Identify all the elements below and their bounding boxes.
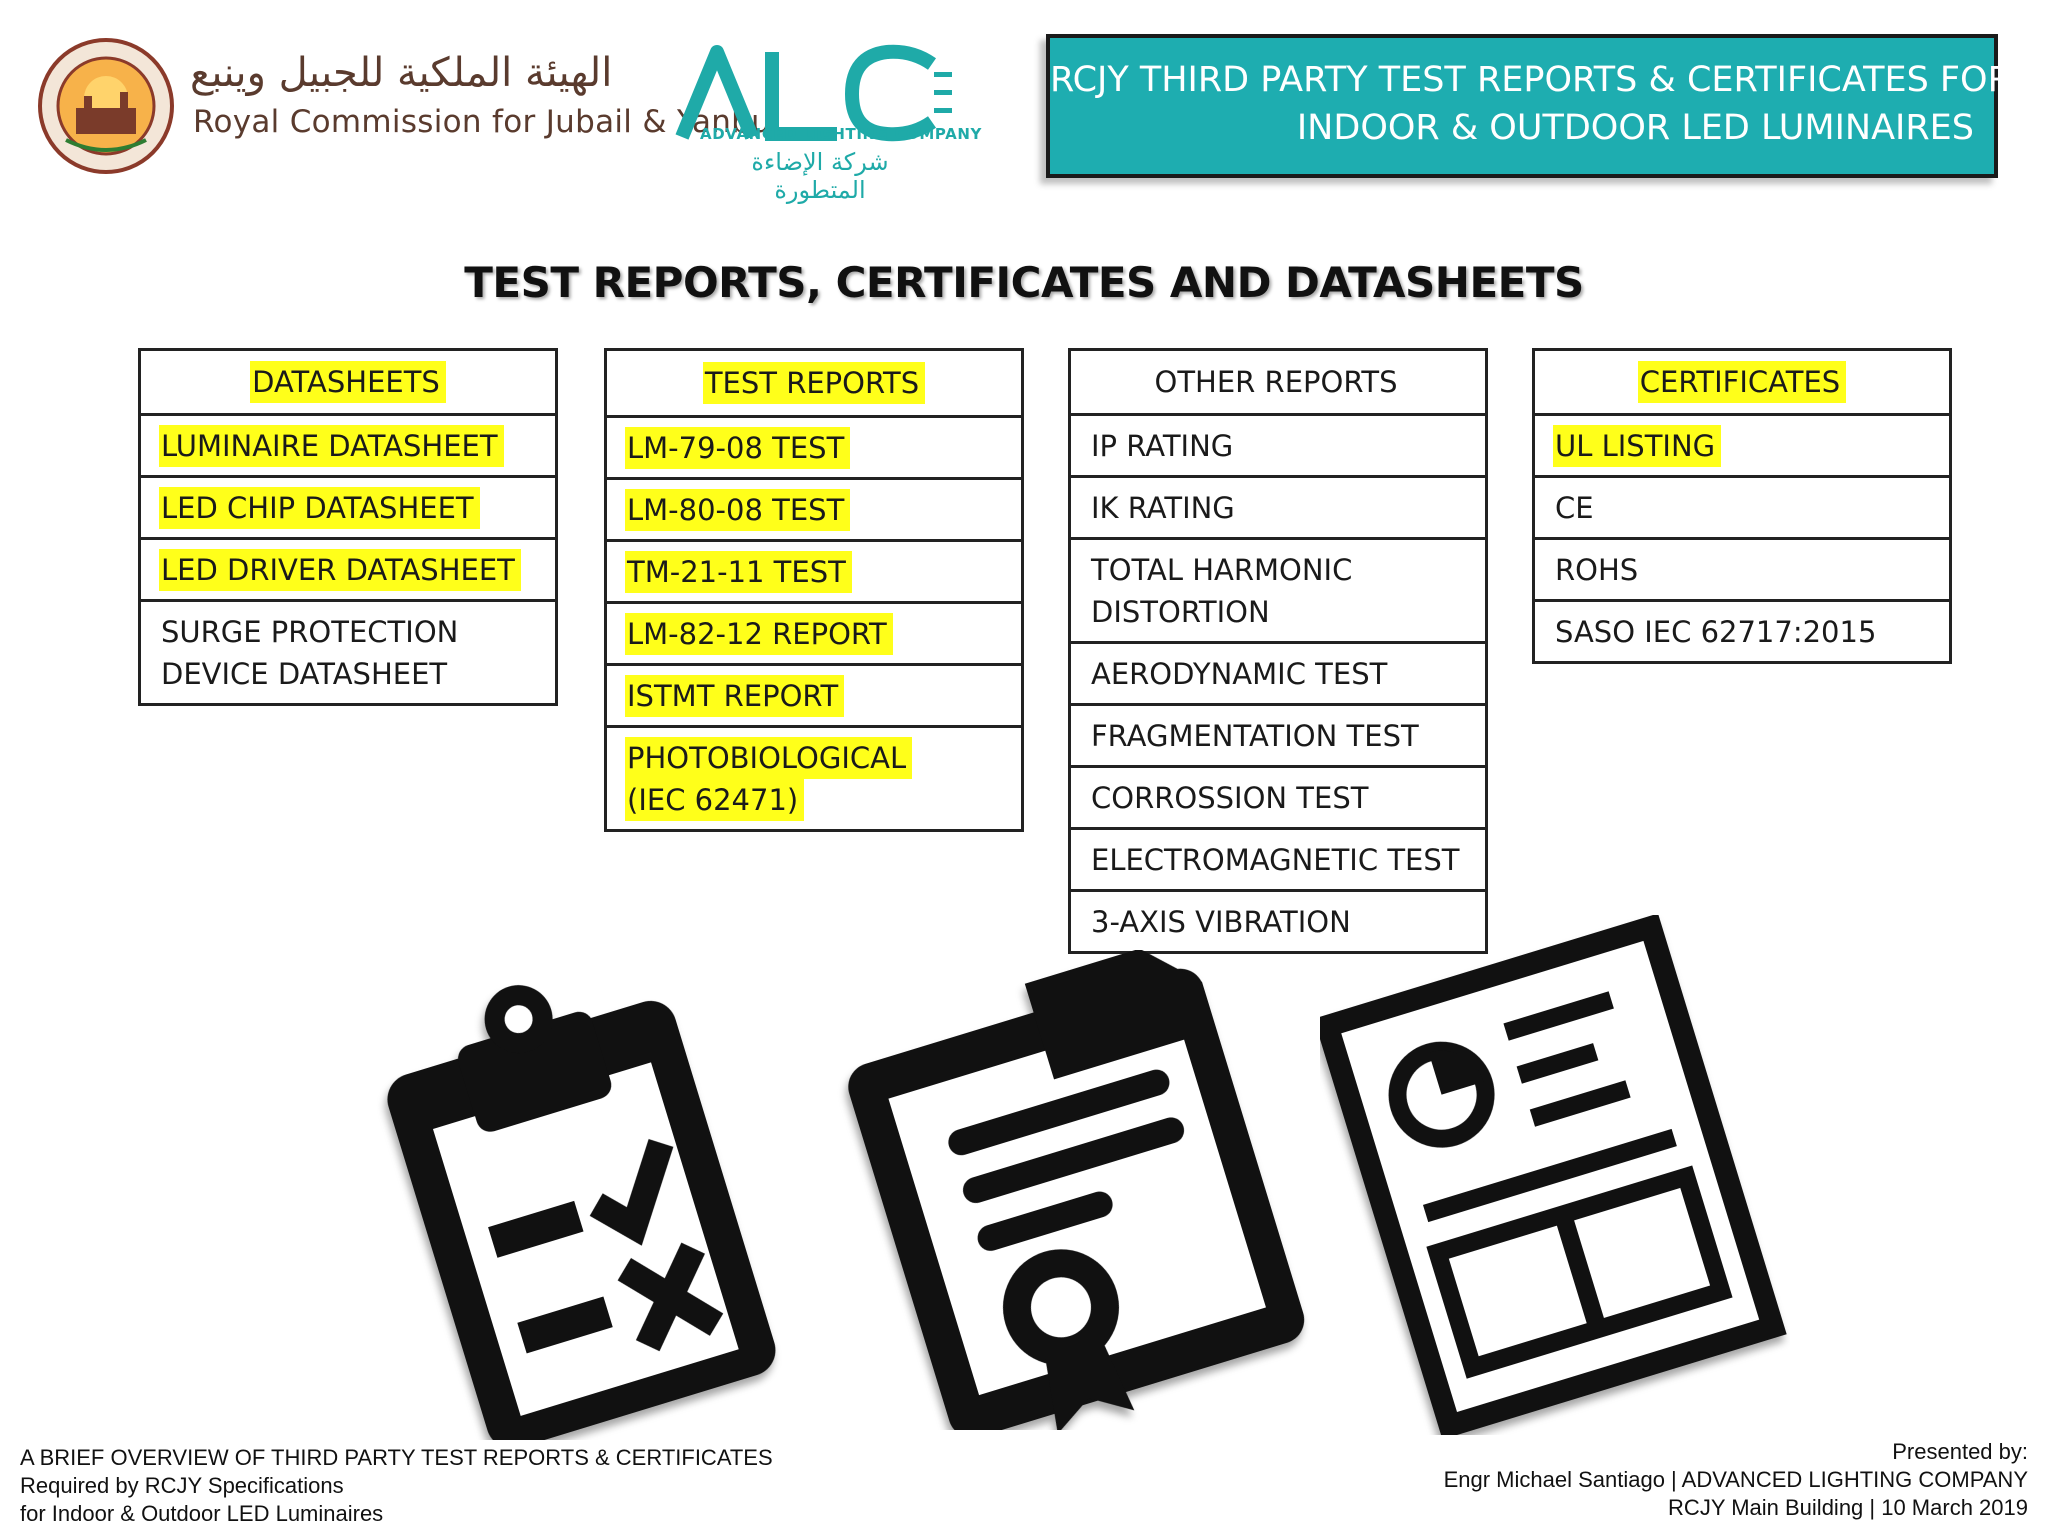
alc-arabic-name: شركة الإضاءة المتطورة	[751, 148, 889, 204]
other-report-item: TOTAL HARMONIC DISTORTION	[1071, 537, 1485, 641]
test-reports-header: TEST REPORTS	[607, 351, 1021, 415]
datasheets-table	[138, 348, 558, 706]
footer-left	[20, 1444, 773, 1528]
test-reports-table	[604, 348, 1024, 832]
title-line-2: INDOOR & OUTDOOR LED LUMINAIRES	[1296, 108, 1974, 148]
test-report-item: LM-79-08 TEST	[607, 415, 1021, 477]
rcjy-arabic-name: الهيئة الملكية للجبيل وينبع	[190, 50, 613, 96]
presentation-venue-date: RCJY Main Building | 10 March 2019	[1668, 1495, 2028, 1520]
footer-subtitle: Required by RCJY Specifications	[20, 1473, 344, 1498]
test-report-item: TM-21-11 TEST	[607, 539, 1021, 601]
certificates-header: CERTIFICATES	[1535, 351, 1949, 413]
page-heading: TEST REPORTS, CERTIFICATES AND DATASHEETS	[464, 258, 1584, 307]
datasheet-item: SURGE PROTECTION DEVICE DATASHEET	[141, 599, 555, 703]
datasheet-item: LUMINAIRE DATASHEET	[141, 413, 555, 475]
certificate-item: UL LISTING	[1535, 413, 1949, 475]
alc-subtitle: ADVANCED LIGHTING COMPANY	[700, 125, 982, 143]
rcjy-emblem-logo	[36, 36, 176, 176]
datasheet-item: LED CHIP DATASHEET	[141, 475, 555, 537]
footer-subtitle-2: for Indoor & Outdoor LED Luminaires	[20, 1501, 384, 1526]
other-report-item: CORROSSION TEST	[1071, 765, 1485, 827]
datasheets-header: DATASHEETS	[141, 351, 555, 413]
clipboard-checklist-icon	[350, 980, 810, 1440]
other-report-item: FRAGMENTATION TEST	[1071, 703, 1485, 765]
other-report-item: AERODYNAMIC TEST	[1071, 641, 1485, 703]
datasheet-item: LED DRIVER DATASHEET	[141, 537, 555, 599]
other-reports-header: OTHER REPORTS	[1154, 365, 1398, 399]
certificate-item: SASO IEC 62717:2015	[1535, 599, 1949, 661]
test-report-item: LM-80-08 TEST	[607, 477, 1021, 539]
certificate-document-icon	[830, 950, 1310, 1430]
test-report-item: ISTMT REPORT	[607, 663, 1021, 725]
certificate-item: CE	[1535, 475, 1949, 537]
presentation-title-box	[1046, 34, 2012, 178]
presented-by-label: Presented by:	[1892, 1439, 2028, 1464]
other-report-item: 3-AXIS VIBRATION	[1071, 889, 1485, 951]
report-chart-icon	[1320, 915, 1790, 1435]
presenter-name: Engr Michael Santiago | ADVANCED LIGHTING COMPANY	[1443, 1467, 2028, 1492]
other-report-item: IP RATING	[1071, 413, 1485, 475]
footer-right	[1444, 1438, 2028, 1522]
footer-title: A BRIEF OVERVIEW OF THIRD PARTY TEST REPORTS & CERTIFICATES	[20, 1445, 773, 1470]
title-line-1: RCJY THIRD PARTY TEST REPORTS & CERTIFICATES FOR	[1050, 60, 2012, 100]
other-report-item: ELECTROMAGNETIC TEST	[1071, 827, 1485, 889]
rcjy-english-name: Royal Commission for Jubail & Yanbu	[193, 104, 772, 140]
test-report-item: PHOTOBIOLOGICAL (IEC 62471)	[607, 725, 1021, 829]
other-reports-table	[1068, 348, 1488, 954]
certificate-item: ROHS	[1535, 537, 1949, 599]
other-report-item: IK RATING	[1071, 475, 1485, 537]
certificates-table	[1532, 348, 1952, 664]
test-report-item: LM-82-12 REPORT	[607, 601, 1021, 663]
